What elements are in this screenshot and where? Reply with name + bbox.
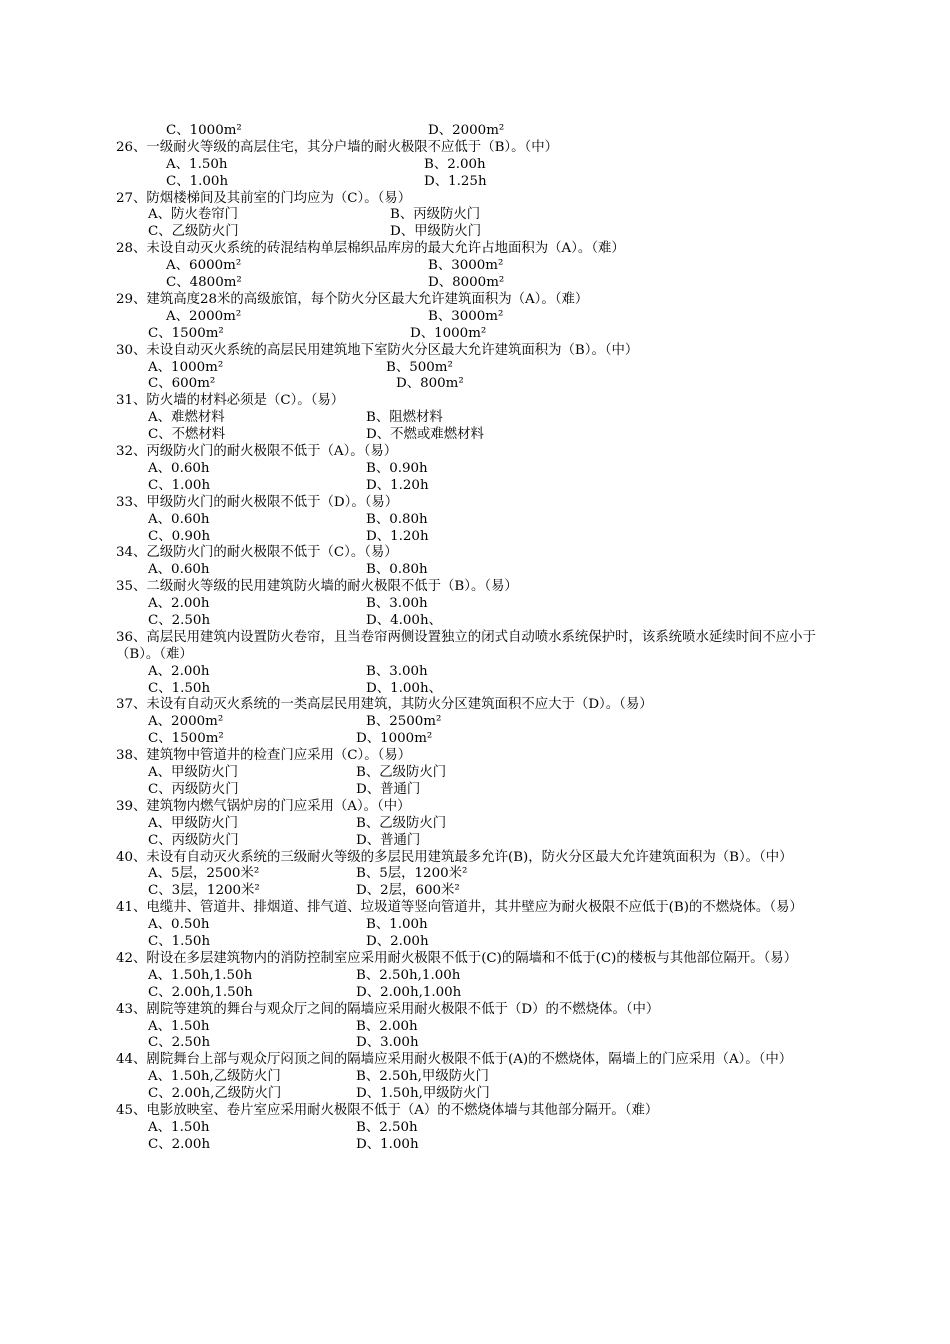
option-row xyxy=(116,816,838,833)
option-row xyxy=(116,934,838,951)
option-right: D、4.00h、 xyxy=(366,612,442,628)
option-left: C、2.50h xyxy=(148,1035,211,1051)
question-text: 27、防烟楼梯间及其前室的门均应为（C）。（易） xyxy=(116,190,412,206)
option-left: C、1500m² xyxy=(148,325,224,341)
option-left: A、1.50h,1.50h xyxy=(148,967,253,983)
option-row xyxy=(116,681,838,698)
option-row xyxy=(116,765,838,782)
option-row xyxy=(116,883,838,900)
option-row xyxy=(116,275,838,292)
option-row xyxy=(116,1069,838,1086)
option-left: A、0.60h xyxy=(148,562,210,578)
option-row xyxy=(116,478,838,495)
option-row xyxy=(116,157,838,174)
option-row xyxy=(116,596,838,613)
option-right: B、2500m² xyxy=(366,714,442,730)
option-right: D、800m² xyxy=(396,376,464,392)
option-row xyxy=(116,985,838,1002)
option-right: B、2.50h,1.00h xyxy=(356,967,461,983)
question-text: 39、建筑物内燃气锅炉房的门应采用（A）。（中） xyxy=(116,798,411,814)
option-right: D、2.00h xyxy=(366,934,429,950)
option-right: D、1000m² xyxy=(356,731,433,747)
option-left: A、1.50h,乙级防火门 xyxy=(148,1069,281,1085)
question-text: 33、甲级防火门的耐火极限不低于（D）。（易） xyxy=(116,494,399,510)
option-row xyxy=(116,968,838,985)
option-left: C、1.50h xyxy=(148,934,211,950)
option-right: D、1.20h xyxy=(366,528,429,544)
option-right: D、1.50h,甲级防火门 xyxy=(356,1086,490,1102)
option-row xyxy=(116,833,838,850)
question-text: 45、电影放映室、卷片室应采用耐火极限不低于（A）的不燃烧体墙与其他部分隔开。（难） xyxy=(116,1102,659,1118)
option-row xyxy=(116,360,838,377)
question-text: 31、防火墙的材料必须是（C）。（易） xyxy=(116,393,345,409)
option-left: A、甲级防火门 xyxy=(148,815,239,831)
question-text: 40、未设有自动灭火系统的三级耐火等级的多层民用建筑最多允许(B)，防火分区最大允许建筑面积为（B）。（中） xyxy=(116,849,793,865)
option-row xyxy=(116,326,838,343)
option-row xyxy=(116,207,838,224)
option-left: A、难燃材料 xyxy=(148,410,225,426)
question-text: 35、二级耐火等级的民用建筑防火墙的耐火极限不低于（B）。（易） xyxy=(116,579,518,595)
exam-document xyxy=(116,123,838,1154)
option-right: B、2.50h xyxy=(356,1119,418,1135)
option-row xyxy=(116,562,838,579)
option-right: B、3000m² xyxy=(428,258,504,274)
option-left: A、2000m² xyxy=(148,714,224,730)
option-right: B、500m² xyxy=(386,359,453,375)
option-left: A、1.50h xyxy=(148,1119,210,1135)
option-right: B、3.00h xyxy=(366,596,428,612)
option-left: A、0.50h xyxy=(148,917,210,933)
option-left: C、1.00h xyxy=(148,477,211,493)
option-left: C、1500m² xyxy=(148,731,224,747)
option-right: D、1.25h xyxy=(424,173,487,189)
option-right: D、普通门 xyxy=(356,781,421,797)
option-row xyxy=(116,866,838,883)
option-left: C、2.00h xyxy=(148,1136,211,1152)
option-left: C、0.90h xyxy=(148,528,211,544)
option-right: D、2.00h,1.00h xyxy=(356,984,462,1000)
option-left: A、1000m² xyxy=(148,359,224,375)
option-right: B、0.90h xyxy=(366,460,428,476)
option-right: D、1000m² xyxy=(410,325,487,341)
option-left: A、6000m² xyxy=(166,258,242,274)
option-row xyxy=(116,461,838,478)
option-row xyxy=(116,714,838,731)
question-text: 43、剧院等建筑的舞台与观众厅之间的隔墙应采用耐火极限不低于（D）的不燃烧体。（中） xyxy=(116,1001,660,1017)
option-right: D、1.00h xyxy=(356,1136,419,1152)
option-left: A、0.60h xyxy=(148,460,210,476)
option-right: B、乙级防火门 xyxy=(356,815,447,831)
question-text: 26、一级耐火等级的高层住宅，其分户墙的耐火极限不应低于（B）。（中） xyxy=(116,139,558,155)
option-left: C、2.00h,乙级防火门 xyxy=(148,1086,282,1102)
option-left: C、3层，1200米² xyxy=(148,883,260,899)
option-right: B、丙级防火门 xyxy=(390,207,481,223)
question-text: 41、电缆井、管道井、排烟道、排气道、垃圾道等竖向管道井，其井壁应为耐火极限不应低于(B)的不燃烧体。（易） xyxy=(116,900,803,916)
option-left: C、不燃材料 xyxy=(148,427,226,443)
question-text: 29、建筑高度28米的高级旅馆，每个防火分区最大允许建筑面积为（A）。（难） xyxy=(116,291,589,307)
option-row xyxy=(116,258,838,275)
option-right: D、3.00h xyxy=(356,1035,419,1051)
option-row xyxy=(116,731,838,748)
option-row xyxy=(116,917,838,934)
option-right: B、1.00h xyxy=(366,917,428,933)
option-right: B、2.00h xyxy=(356,1018,418,1034)
option-row xyxy=(116,123,838,140)
option-right: D、甲级防火门 xyxy=(390,224,482,240)
option-right: B、0.80h xyxy=(366,562,428,578)
option-row xyxy=(116,1137,838,1154)
option-row xyxy=(116,1086,838,1103)
option-right: D、不燃或难燃材料 xyxy=(366,427,484,443)
option-left: C、1000m² xyxy=(166,123,242,138)
option-row xyxy=(116,1019,838,1036)
question-text: 37、未设有自动灭火系统的一类高层民用建筑，其防火分区建筑面积不应大于（D）。（易） xyxy=(116,697,653,713)
option-right: B、2.50h,甲级防火门 xyxy=(356,1069,489,1085)
option-right: B、5层，1200米² xyxy=(356,866,468,882)
option-right: B、3000m² xyxy=(428,308,504,324)
option-left: C、1.50h xyxy=(148,680,211,696)
option-right: B、乙级防火门 xyxy=(356,765,447,781)
question-text: 30、未设自动灭火系统的高层民用建筑地下室防火分区最大允许建筑面积为（B）。（中） xyxy=(116,342,639,358)
option-right: B、阻燃材料 xyxy=(366,410,443,426)
option-left: C、乙级防火门 xyxy=(148,224,239,240)
option-row xyxy=(116,613,838,630)
option-left: A、防火卷帘门 xyxy=(148,207,239,223)
option-row xyxy=(116,376,838,393)
option-row xyxy=(116,529,838,546)
option-right: B、3.00h xyxy=(366,663,428,679)
option-left: A、2.00h xyxy=(148,596,210,612)
question-text: 28、未设自动灭火系统的砖混结构单层棉织品库房的最大允许占地面积为（A）。（难） xyxy=(116,241,625,257)
option-left: C、600m² xyxy=(148,376,216,392)
option-row xyxy=(116,174,838,191)
option-left: C、1.00h xyxy=(166,173,229,189)
option-row xyxy=(116,1035,838,1052)
option-row xyxy=(116,224,838,241)
option-right: D、普通门 xyxy=(356,832,421,848)
option-right: D、2000m² xyxy=(428,123,505,138)
question-text: 44、剧院舞台上部与观众厅闷顶之间的隔墙应采用耐火极限不低于(A)的不燃烧体，隔墙上的门应采用（A）。（中） xyxy=(116,1052,793,1068)
option-row xyxy=(116,664,838,681)
option-right: D、1.00h、 xyxy=(366,680,442,696)
option-right: D、8000m² xyxy=(428,275,505,291)
option-left: A、1.50h xyxy=(166,156,228,172)
question-text: 36、高层民用建筑内设置防火卷帘，且当卷帘两侧设置独立的闭式自动喷水系统保护时，该系统喷水延续时间不应小于（B）。（难） xyxy=(116,629,816,662)
option-left: C、2.50h xyxy=(148,612,211,628)
question-text: 34、乙级防火门的耐火极限不低于（C）。（易） xyxy=(116,545,398,561)
option-left: C、2.00h,1.50h xyxy=(148,984,253,1000)
option-row xyxy=(116,1120,838,1137)
option-left: C、丙级防火门 xyxy=(148,781,239,797)
option-left: A、甲级防火门 xyxy=(148,765,239,781)
option-row xyxy=(116,427,838,444)
question-text: 38、建筑物中管道井的检查门应采用（C）。（易） xyxy=(116,748,412,764)
option-left: A、0.60h xyxy=(148,511,210,527)
option-row xyxy=(116,782,838,799)
option-left: A、5层，2500米² xyxy=(148,866,260,882)
option-right: D、1.20h xyxy=(366,477,429,493)
option-left: A、2000m² xyxy=(166,308,242,324)
option-row xyxy=(116,410,838,427)
option-left: C、4800m² xyxy=(166,275,242,291)
option-left: C、丙级防火门 xyxy=(148,832,239,848)
option-right: D、2层，600米² xyxy=(356,883,460,899)
option-left: A、2.00h xyxy=(148,663,210,679)
option-right: B、2.00h xyxy=(424,156,486,172)
question-text: 42、附设在多层建筑物内的消防控制室应采用耐火极限不低于(C)的隔墙和不低于(C)的楼板与其他部位隔开。（易） xyxy=(116,950,798,966)
option-right: B、0.80h xyxy=(366,511,428,527)
option-left: A、1.50h xyxy=(148,1018,210,1034)
option-row xyxy=(116,309,838,326)
option-row xyxy=(116,512,838,529)
question-text: 32、丙级防火门的耐火极限不低于（A）。（易） xyxy=(116,444,398,460)
